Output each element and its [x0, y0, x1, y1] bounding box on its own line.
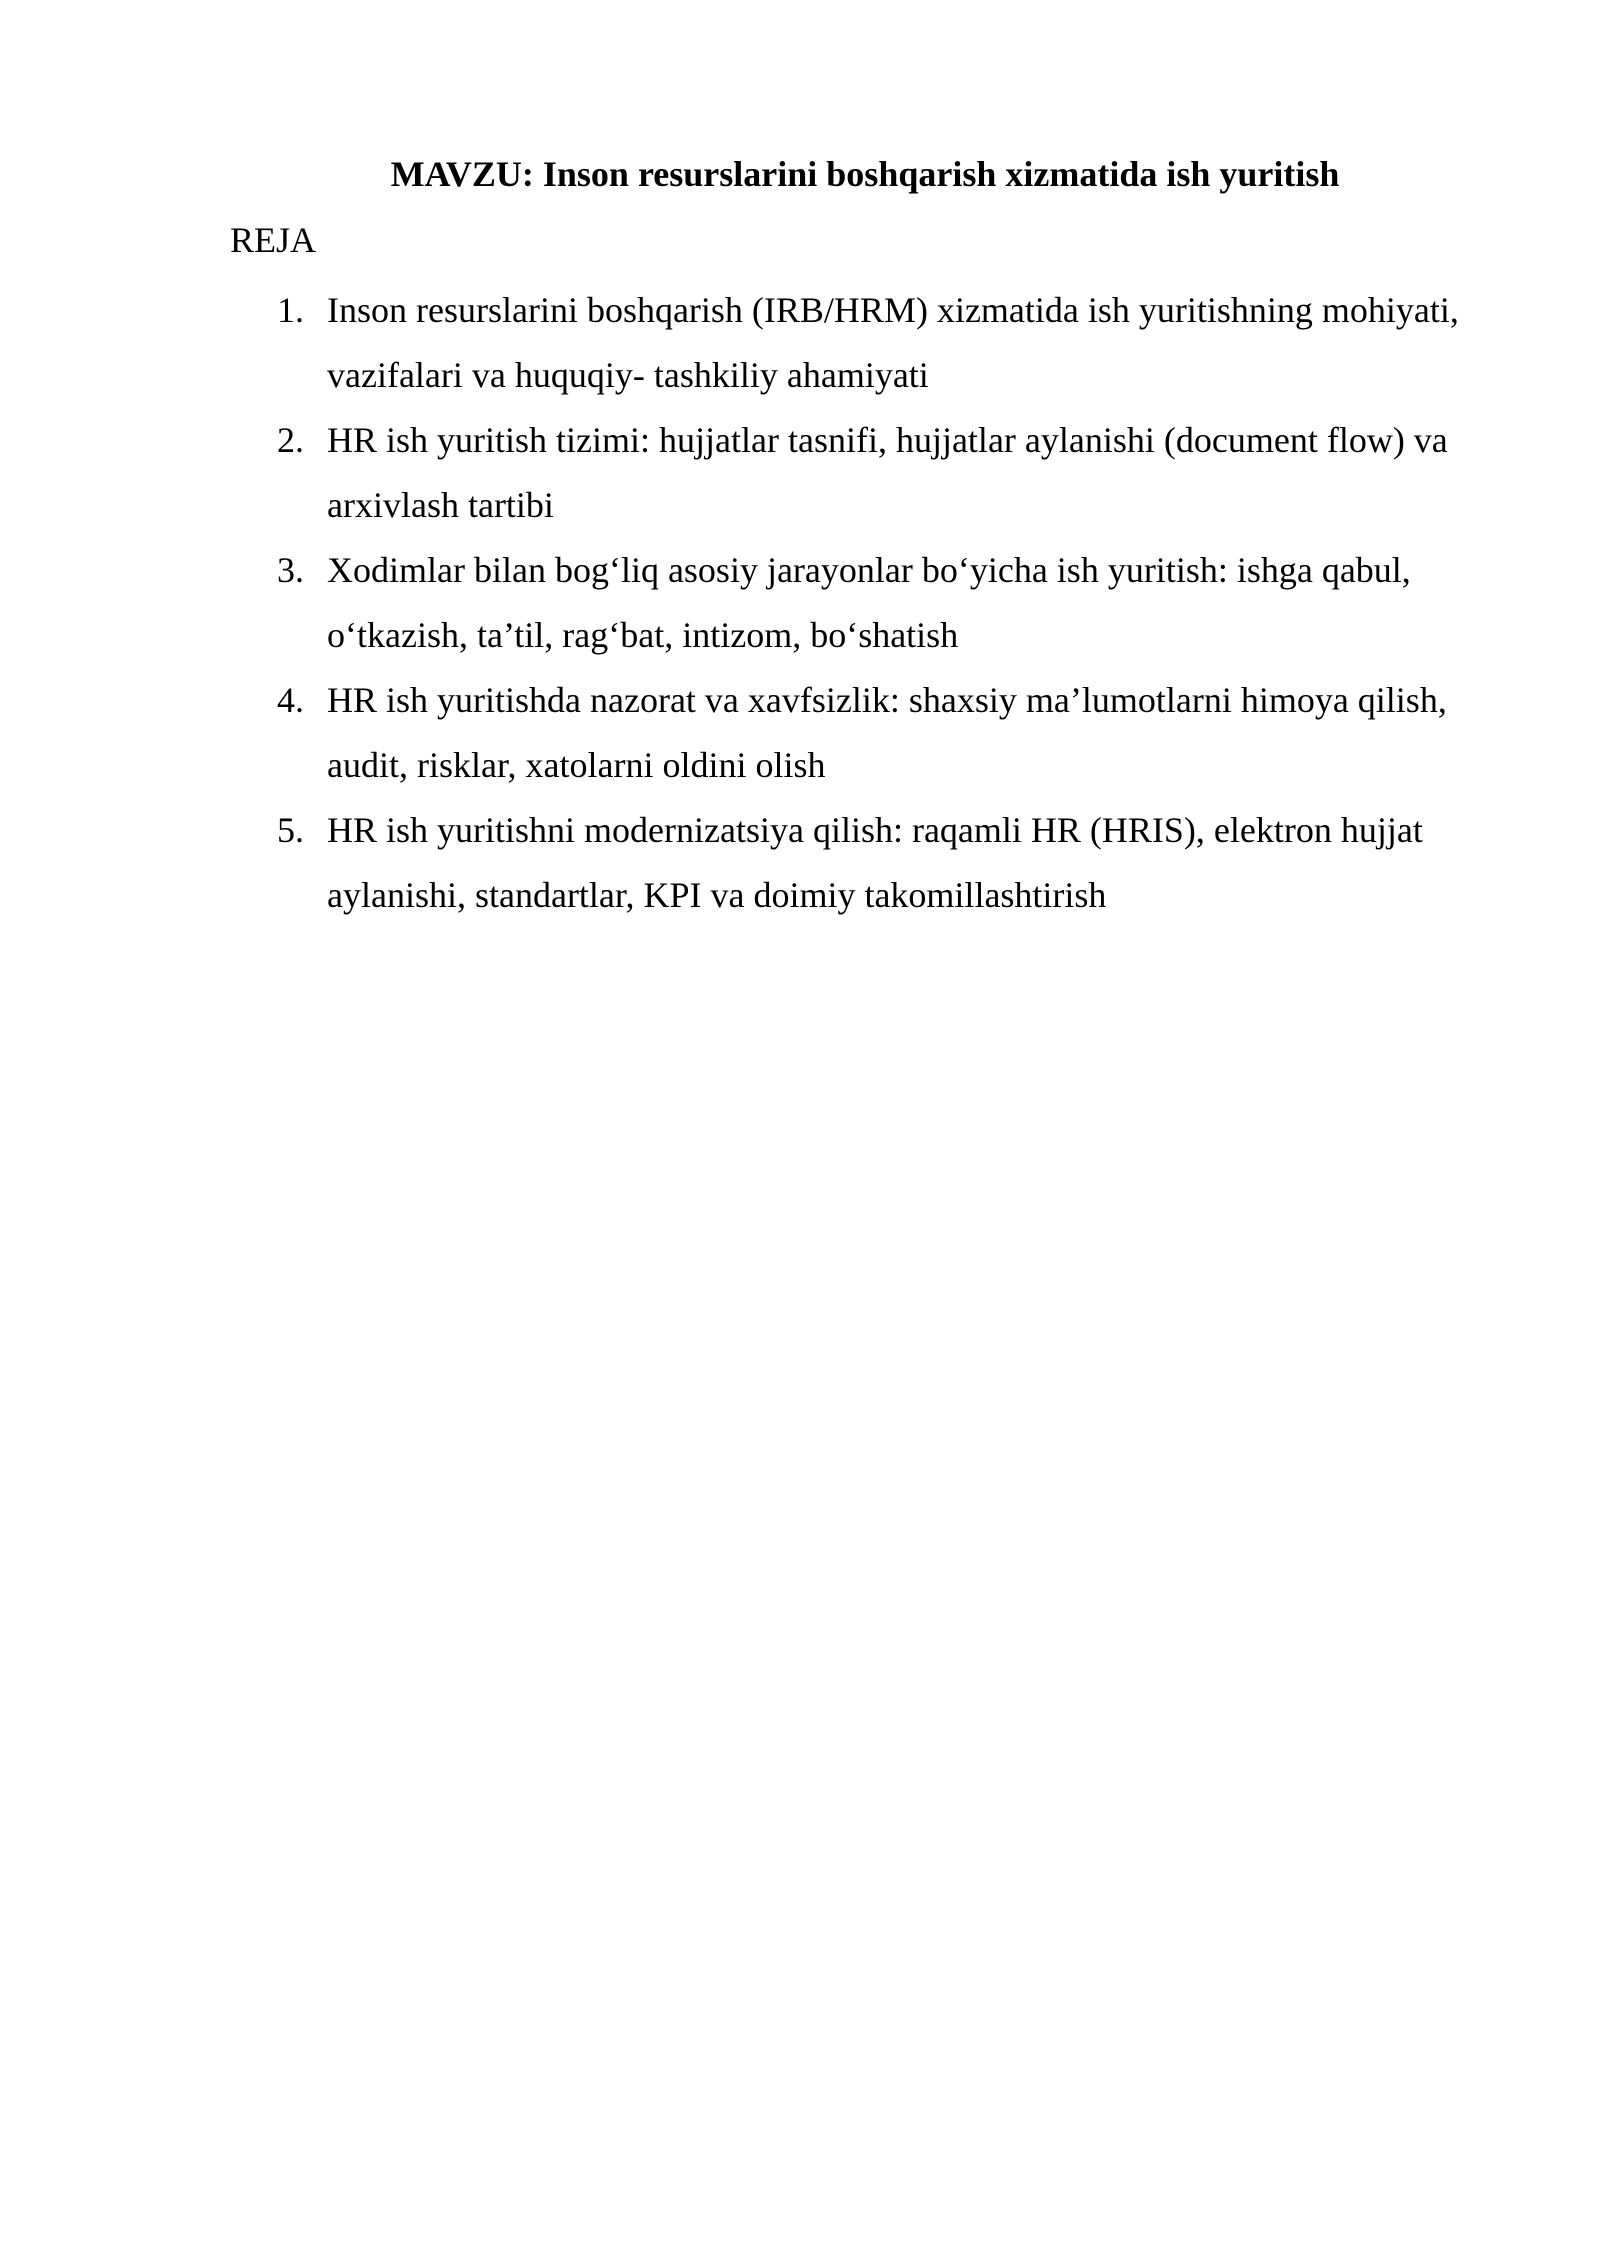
plan-item-number: 1. [277, 290, 304, 330]
document-title: MAVZU: Inson resurslarini boshqarish xizmatida ish yuritish [390, 154, 1340, 194]
plan-item-number: 5. [277, 810, 304, 850]
plan-item-text: HR ish yuritishni modernizatsiya qilish: raqamli HR (HRIS), elektron hujjat aylanishi, standartlar, KPI va doimiy takomillashtirish [327, 810, 1423, 915]
plan-item-text: HR ish yuritish tizimi: hujjatlar tasnifi, hujjatlar aylanishi (document flow) va arxivlash tartibi [327, 420, 1448, 525]
plan-item-number: 3. [277, 550, 304, 590]
plan-list [230, 278, 1530, 928]
plan-item [230, 278, 1530, 408]
plan-item [230, 668, 1530, 798]
plan-heading: REJA [230, 220, 317, 260]
plan-item-text: HR ish yuritishda nazorat va xavfsizlik: shaxsiy ma’lumotlarni himoya qilish, audit, risklar, xatolarni oldini olish [327, 680, 1447, 785]
plan-item [230, 538, 1530, 668]
plan-item-number: 4. [277, 680, 304, 720]
plan-item [230, 798, 1530, 928]
plan-item [230, 408, 1530, 538]
plan-item-number: 2. [277, 420, 304, 460]
plan-item-text: Inson resurslarini boshqarish (IRB/HRM) xizmatida ish yuritishning mohiyati, vazifalari va huquqiy- tashkiliy ahamiyati [327, 290, 1459, 395]
plan-item-text: Xodimlar bilan bog‘liq asosiy jarayonlar bo‘yicha ish yuritish: ishga qabul, o‘tkazish, ta’til, rag‘bat, intizom, bo‘shatish [327, 550, 1411, 655]
